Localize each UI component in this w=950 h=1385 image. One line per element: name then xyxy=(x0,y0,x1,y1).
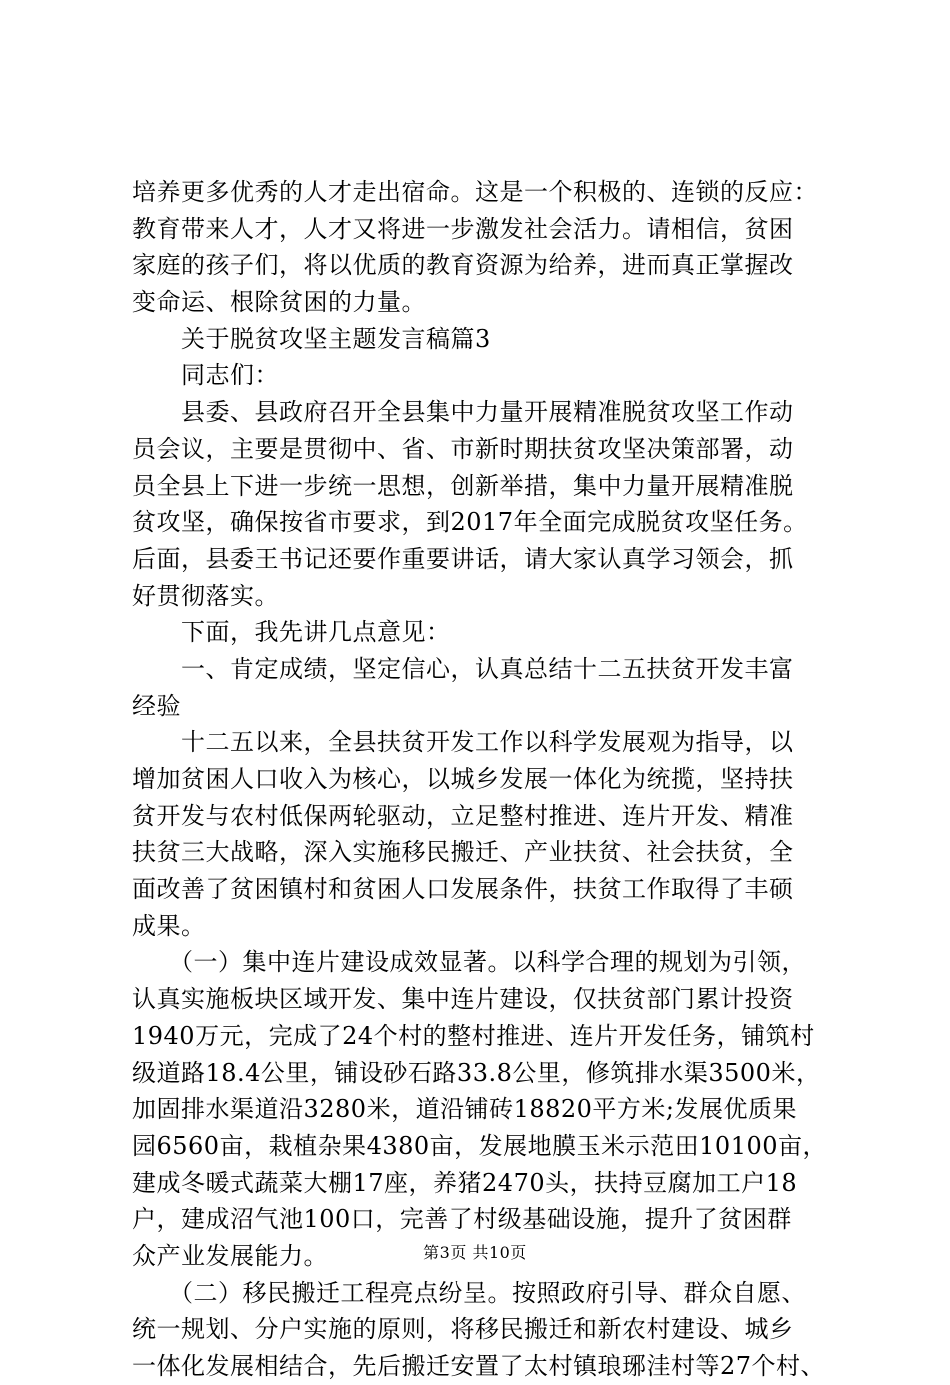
text-line: 面改善了贫困镇村和贫困人口发展条件，扶贫工作取得了丰硕 xyxy=(132,875,794,904)
text-line: 员全县上下进一步统一思想，创新举措，集中力量开展精准脱 xyxy=(132,471,794,500)
text-line: 户，建成沼气池100口，完善了村级基础设施，提升了贫困群 xyxy=(132,1205,792,1234)
subsection-heading: 经验 xyxy=(132,691,181,720)
section-heading: 关于脱贫攻坚主题发言稿篇3 xyxy=(132,324,491,353)
text-line: 好贯彻落实。 xyxy=(132,581,279,610)
text-line: 贫攻坚，确保按省市要求，到2017年全面完成脱贫攻坚任务。 xyxy=(132,508,808,537)
text-line: 一体化发展相结合，先后搬迁安置了太村镇琅琊洼村等27个村、 xyxy=(132,1352,826,1380)
text-line: 培养更多优秀的人才走出宿命。这是一个积极的、连锁的反应： xyxy=(132,178,818,206)
text-line: （一）集中连片建设成效显著。以科学合理的规划为引领， xyxy=(132,948,806,977)
text-line: 员会议，主要是贯彻中、省、市新时期扶贫攻坚决策部署，动 xyxy=(132,434,794,463)
page-footer xyxy=(0,1240,950,1263)
text-line: 成果。 xyxy=(132,911,206,940)
text-line: 十二五以来，全县扶贫开发工作以科学发展观为指导，以 xyxy=(132,728,794,757)
text-line: 变命运、根除贫困的力量。 xyxy=(132,288,426,317)
text-line: 贫开发与农村低保两轮驱动，立足整村推进、连片开发、精准 xyxy=(132,801,794,830)
text-line: 增加贫困人口收入为核心，以城乡发展一体化为统揽，坚持扶 xyxy=(132,765,794,793)
salutation: 同志们： xyxy=(132,361,279,390)
subsection-heading: 一、肯定成绩，坚定信心，认真总结十二五扶贫开发丰富 xyxy=(132,654,794,683)
text-line: 众产业发展能力。 xyxy=(132,1241,328,1270)
text-line: 后面，县委王书记还要作重要讲话，请大家认真学习领会，抓 xyxy=(132,544,794,573)
text-line: 教育带来人才，人才又将进一步激发社会活力。请相信，贫困 xyxy=(132,214,794,243)
page-number: 第3页 共10页 xyxy=(423,1243,527,1262)
text-line: 加固排水渠道沿3280米，道沿铺砖18820平方米;发展优质果 xyxy=(132,1095,798,1124)
text-line: 家庭的孩子们，将以优质的教育资源为给养，进而真正掌握改 xyxy=(132,251,794,280)
text-line: （二）移民搬迁工程亮点纷呈。按照政府引导、群众自愿、 xyxy=(132,1278,806,1307)
text-line: 县委、县政府召开全县集中力量开展精准脱贫攻坚工作动 xyxy=(132,398,794,427)
text-line: 认真实施板块区域开发、集中连片建设，仅扶贫部门累计投资 xyxy=(132,985,794,1014)
text-line: 扶贫三大战略，深入实施移民搬迁、产业扶贫、社会扶贫，全 xyxy=(132,838,794,867)
text-line: 建成冬暖式蔬菜大棚17座，养猪2470头，扶持豆腐加工户18 xyxy=(132,1168,798,1197)
text-line: 1940万元，完成了24个村的整村推进、连片开发任务，铺筑村 xyxy=(132,1021,815,1050)
text-line: 统一规划、分户实施的原则，将移民搬迁和新农村建设、城乡 xyxy=(132,1315,794,1344)
text-line: 级道路18.4公里，铺设砂石路33.8公里，修筑排水渠3500米， xyxy=(132,1058,821,1087)
document-body xyxy=(132,174,852,1385)
text-line: 下面，我先讲几点意见： xyxy=(132,618,451,647)
text-line: 园6560亩，栽植杂果4380亩，发展地膜玉米示范田10100亩， xyxy=(132,1131,828,1160)
